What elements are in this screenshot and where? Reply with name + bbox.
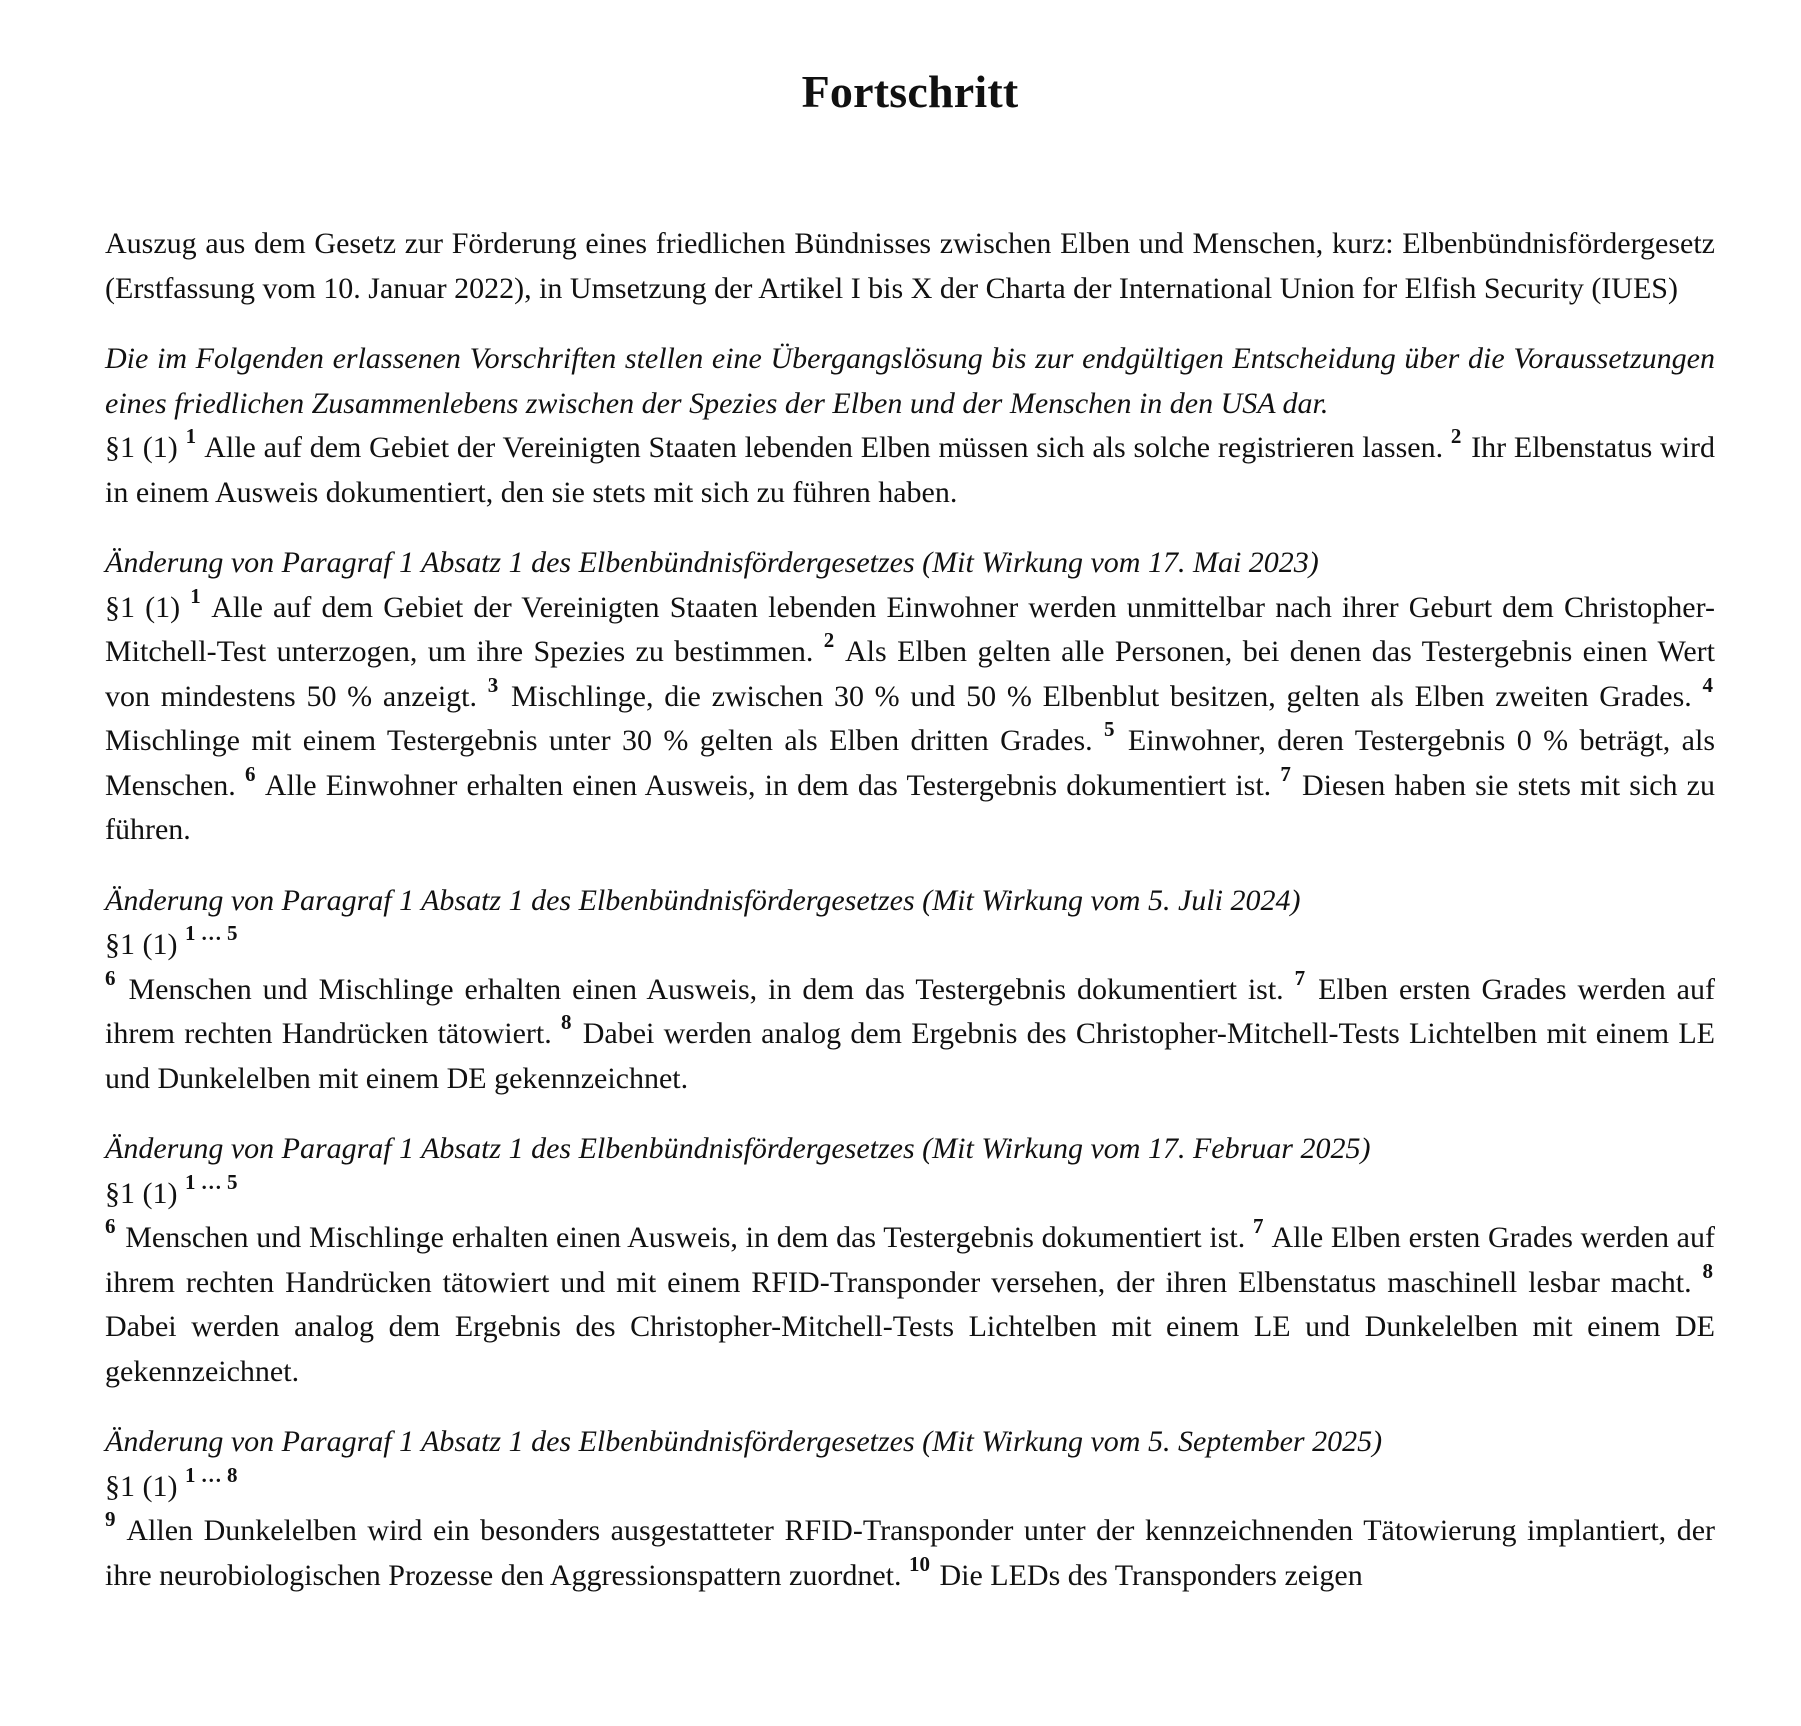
sentence-range: 1 … 5 [184,1169,238,1194]
sentence-number: 8 [560,1010,572,1034]
sentence-range: 1 … 8 [184,1462,238,1487]
section-prefix: §1 (1) [105,1469,178,1503]
amendment-heading-2024: Änderung von Paragraf 1 Absatz 1 des Elbenbündnisfördergesetzes (Mit Wirkung vom 5. Juli 2024) [105,883,1301,917]
preamble-note: Die im Folgenden erlassenen Vorschriften stellen eine Übergangslösung bis zur endgültigen Entscheidung über die Voraussetzungen eines friedlichen Zusammenlebens zwischen der Spezies der Elben und der Menschen in den USA dar. [105,342,1715,420]
sentence-text: Dabei werden analog dem Ergebnis des Christopher-Mitchell-Tests Lichtelben mit einem LE und Dunkelelben mit einem DE gekennzeichnet. [105,1017,1715,1095]
sentence-text: Dabei werden analog dem Ergebnis des Christopher-Mitchell-Tests Lichtelben mit einem LE und Dunkelelben mit einem DE gekennzeichnet. [105,1310,1715,1388]
sentence-text: Elben ersten Grades werden auf ihrem rechten Handrücken tätowiert. [105,972,1715,1050]
document-page [105,0,1715,1598]
section-1-amended-2025-feb [105,1216,1715,1394]
sentence-number: 1 [185,424,197,448]
sentence-number: 8 [1702,1258,1713,1283]
sentence-text: Menschen und Mischlinge erhalten einen Ausweis, in dem das Testergebnis dokumentiert ist. [117,972,1295,1006]
section-prefix: §1 (1) [105,928,178,961]
sentence-text: Mischlinge mit einem Testergebnis unter 30 % gelten als Elben dritten Grades. [105,724,1105,757]
sentence-text: Einwohner, deren Testergebnis 0 % beträgt, als Menschen. [105,724,1715,802]
section-1-original [105,426,1715,515]
section-1-prefix-2024 [105,923,1715,968]
sentence-range: 1 … 5 [184,921,238,945]
section-1-prefix-2025-feb [105,1169,1715,1217]
sentence-number: 10 [908,1551,930,1576]
section-prefix: §1 (1) [105,1176,178,1210]
section-1-amended-2024 [105,965,1715,1102]
amendment-heading-2025-sep: Änderung von Paragraf 1 Absatz 1 des Elbenbündnisfördergesetzes (Mit Wirkung vom 5. September 2025) [105,1425,1383,1458]
sentence-number: 9 [105,1507,116,1531]
sentence-text: Diesen haben sie stets mit sich zu führen. [105,768,1715,846]
sentence-text: Menschen und Mischlinge erhalten einen Ausweis, in dem das Testergebnis dokumentiert ist. [117,1221,1253,1254]
section-prefix: §1 (1) [105,431,178,464]
sentence-number: 5 [1104,717,1115,741]
sentence-number: 6 [105,965,116,990]
section-1-amended-2023 [105,583,1716,853]
document-title: Fortschritt [801,66,1019,117]
sentence-number: 7 [1294,965,1306,990]
section-1-amended-2025-sep [105,1509,1715,1598]
sentence-number: 2 [1450,424,1462,448]
sentence-number: 6 [105,1214,116,1238]
sentence-number: 1 [190,583,201,608]
sentence-text: Mischlinge, die zwischen 30 % und 50 % Elbenblut besitzen, gelten als Elben zweiten Grades. [500,679,1703,713]
amendment-heading-2023: Änderung von Paragraf 1 Absatz 1 des Elbenbündnisfördergesetzes (Mit Wirkung vom 17. Mai 2023) [105,546,1319,579]
sentence-text: Die LEDs des Transponders zeigen [931,1558,1363,1592]
sentence-number: 3 [487,672,499,697]
sentence-text: Alle auf dem Gebiet der Vereinigten Staaten lebenden Elben müssen sich als solche registrieren lassen. [198,431,1451,464]
sentence-text: Alle Elben ersten Grades werden auf ihrem rechten Handrücken tätowiert und mit einem RFID-Transponder versehen, der ihren Elbenstatus maschinell lesbar macht. [105,1221,1715,1299]
amendment-heading-2025-feb: Änderung von Paragraf 1 Absatz 1 des Elbenbündnisfördergesetzes (Mit Wirkung vom 17. Februar 2025) [105,1132,1371,1165]
sentence-number: 7 [1280,761,1291,786]
sentence-number: 4 [1702,672,1713,697]
sentence-text: Alle Einwohner erhalten einen Ausweis, in dem das Testergebnis dokumentiert ist. [257,768,1281,802]
section-1-prefix-2025-sep [105,1462,1715,1510]
sentence-text: Ihr Elbenstatus wird in einem Ausweis dokumentiert, den sie stets mit sich zu führen haben. [105,431,1716,509]
sentence-number: 7 [1252,1214,1264,1238]
sentence-number: 2 [823,628,835,652]
sentence-number: 6 [244,761,256,786]
sentence-text: Alle auf dem Gebiet der Vereinigten Staaten lebenden Einwohner werden unmittelbar nach ihrer Geburt dem Christopher-Mitchell-Test unterzogen, um ihre Spezies zu bestimmen. [105,590,1716,668]
sentence-text: Allen Dunkelelben wird ein besonders ausgestatteter RFID-Transponder unter der kennzeichnenden Tätowierung implantiert, der ihre neurobiologischen Prozesse den Aggressionspattern zuordnet. [105,1514,1715,1592]
section-prefix: §1 (1) [105,590,181,624]
sentence-text: Als Elben gelten alle Personen, bei denen das Testergebnis einen Wert von mindestens 50 % anzeigt. [105,635,1715,713]
intro-paragraph: Auszug aus dem Gesetz zur Förderung eines friedlichen Bündnisses zwischen Elben und Menschen, kurz: Elbenbündnisfördergesetz (Erstfassung vom 10. Januar 2022), in Umsetzung der Artikel I bis X der Charta der International Union for Elfish Security (IUES) [105,227,1715,305]
